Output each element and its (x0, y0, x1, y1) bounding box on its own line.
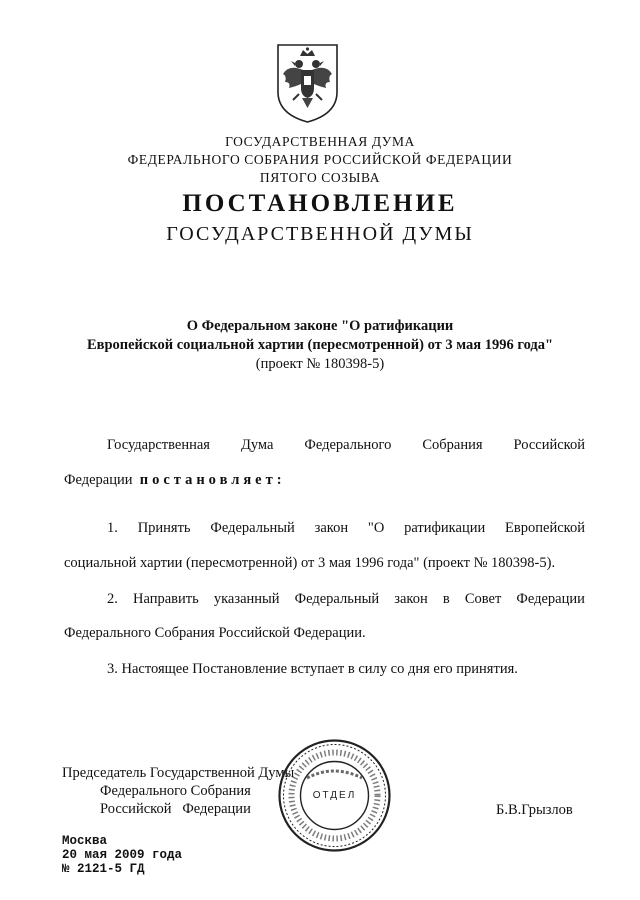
item-1-line-2: социальной хартии (пересмотренной) от 3 мая 1996 года" (проект № 180398-5). (64, 555, 556, 571)
signatory-title-line-1: Председатель Государственной Думы (62, 765, 295, 781)
document-subtitle: ГОСУДАРСТВЕННОЙ ДУМЫ (166, 223, 474, 245)
place: Москва (62, 834, 108, 848)
word: Принять (137, 520, 191, 536)
registration-number: № 2121-5 ГД (62, 862, 145, 876)
subject-line-2: Европейской социальной хартии (пересмотренной) от 3 мая 1996 года" (86, 337, 554, 353)
word: указанный (213, 591, 280, 607)
word: Европейской (505, 520, 585, 536)
word: Российской (100, 801, 172, 817)
word: Государственная (107, 437, 210, 453)
preamble-line-2 (64, 472, 286, 489)
issuer-line-3: ПЯТОГО СОЗЫВА (259, 170, 381, 185)
word: 1. (107, 520, 118, 536)
word: Федерального (304, 437, 392, 453)
word: 2. (107, 591, 118, 607)
coat-of-arms-emblem (275, 42, 340, 124)
item-1-line-1 (107, 520, 585, 537)
preamble-line-1 (107, 437, 585, 454)
word: Федеральный (294, 591, 380, 607)
word: "О (367, 520, 385, 536)
subject-line-1: О Федеральном законе "О ратификации (186, 318, 454, 334)
word: Федерации (516, 591, 585, 607)
item-3: 3. Настоящее Постановление вступает в силу со дня его принятия. (107, 661, 518, 677)
date: 20 мая 2009 года (62, 848, 183, 862)
word: Направить (133, 591, 199, 607)
item-2-line-2: Федерального Собрания Российской Федерации. (64, 625, 366, 641)
issuer-line-2: ФЕДЕРАЛЬНОГО СОБРАНИЯ РОССИЙСКОЙ ФЕДЕРАЦИИ (127, 152, 513, 167)
official-seal (277, 738, 392, 853)
word: Дума (240, 437, 274, 453)
signatory-title-line-3 (100, 801, 251, 818)
word: Федеральный (210, 520, 295, 536)
word: Федерации (182, 801, 251, 817)
signatory-title-line-2: Федерального Собрания (100, 783, 251, 799)
word: в (442, 591, 450, 607)
word: Собрания (422, 437, 483, 453)
word: закон (394, 591, 428, 607)
signatory-name: Б.В.Грызлов (496, 802, 573, 818)
word: Федерации (64, 472, 133, 488)
seal-center-text: ОТДЕЛ (312, 790, 357, 801)
word: ратификации (404, 520, 486, 536)
resolves-word: постановляет: (139, 472, 286, 488)
item-2-line-1 (107, 591, 585, 608)
word: Российской (513, 437, 585, 453)
word: Совет (464, 591, 502, 607)
document-title: ПОСТАНОВЛЕНИЕ (182, 190, 458, 217)
issuer-line-1: ГОСУДАРСТВЕННАЯ ДУМА (225, 134, 415, 149)
word: закон (314, 520, 349, 536)
subject-line-3: (проект № 180398-5) (255, 356, 385, 372)
